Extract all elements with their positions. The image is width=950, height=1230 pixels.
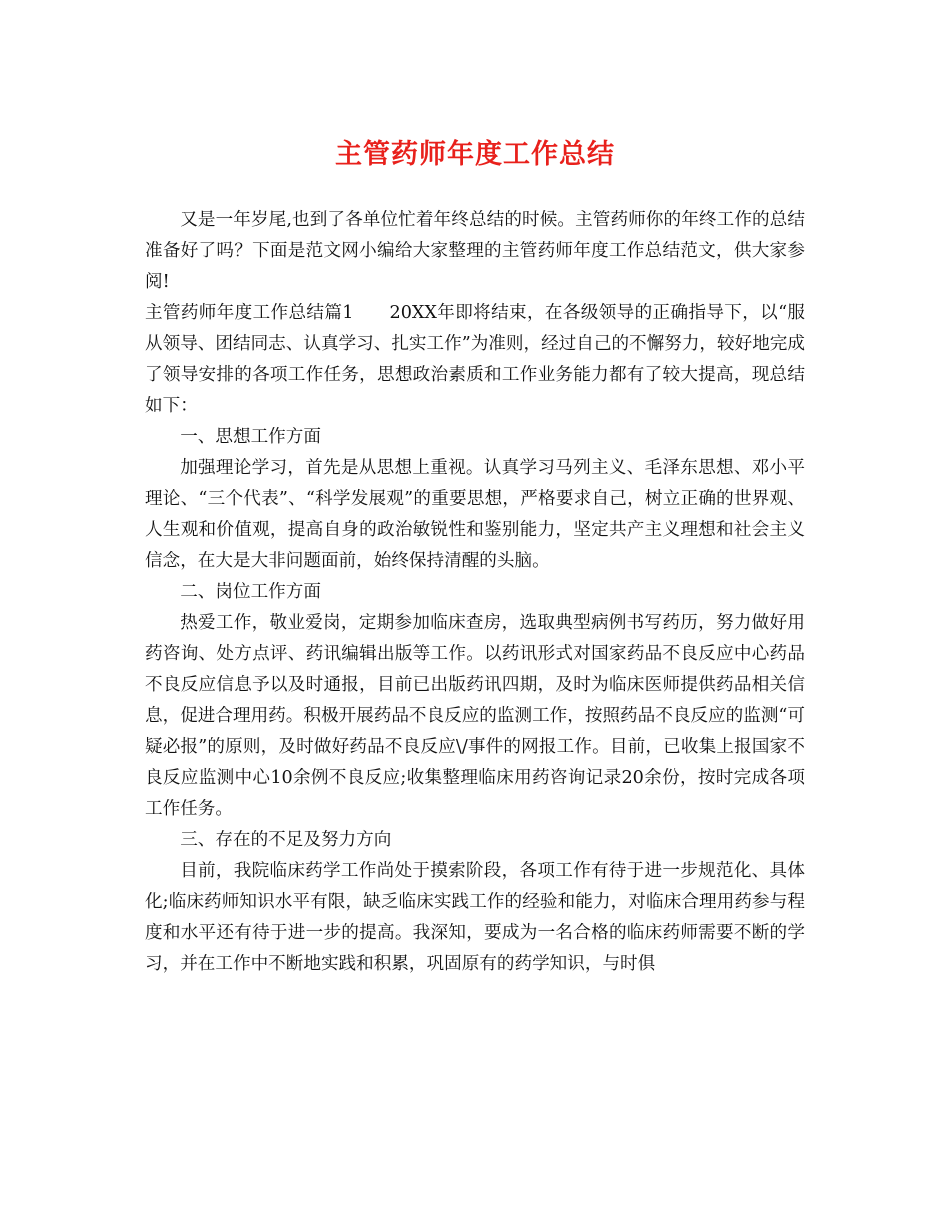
section3-heading: 三、存在的不足及努力方向 bbox=[180, 830, 392, 850]
intro-paragraph: 又是一年岁尾,也到了各单位忙着年终总结的时候。主管药师你的年终工作的总结准备好了吗？下面是范文网小编给大家整理的主管药师年度工作总结范文，供大家参阅! bbox=[145, 210, 805, 292]
section1-body: 加强理论学习，首先是从思想上重视。认真学习马列主义、毛泽东思想、邓小平理论、“三个代表”、“科学发展观”的重要思想，严格要求自己，树立正确的世界观、人生观和价值观，提高自身的政治敏锐性和鉴别能力，坚定共产主义理想和社会主义信念，在大是大非问题面前，始终保持清醒的头脑。 bbox=[145, 458, 805, 571]
section3-body: 目前，我院临床药学工作尚处于摸索阶段，各项工作有待于进一步规范化、具体化;临床药师知识水平有限，缺乏临床实践工作的经验和能力，对临床合理用药参与程度和水平还有待于进一步的提高。我深知，要成为一名合格的临床药师需要不断的学习，并在工作中不断地实践和积累，巩固原有的药学知识，与时俱 bbox=[145, 861, 805, 974]
article-label: 主管药师年度工作总结篇1 bbox=[145, 303, 354, 323]
document-body bbox=[145, 205, 805, 980]
section2-heading: 二、岗位工作方面 bbox=[180, 582, 321, 602]
section2-body: 热爱工作，敬业爱岗，定期参加临床查房，选取典型病例书写药历，努力做好用药咨询、处方点评、药讯编辑出版等工作。以药讯形式对国家药品不良反应中心药品不良反应信息予以及时通报，目前已出版药讯四期，及时为临床医师提供药品相关信息，促进合理用药。积极开展药品不良反应的监测工作，按照药品不良反应的监测“可疑必报”的原则，及时做好药品不良反应\/事件的网报工作。目前，已收集上报国家不良反应监测中心10余例不良反应;收集整理临床用药咨询记录20余份，按时完成各项工作任务。 bbox=[145, 613, 805, 819]
document-title: 主管药师年度工作总结 bbox=[335, 139, 615, 170]
article-opening-paragraph bbox=[145, 298, 805, 422]
section1-heading: 一、思想工作方面 bbox=[180, 427, 321, 447]
article-opening-text: 20XX年即将结束，在各级领导的正确指导下，以“服从领导、团结同志、认真学习、扎实工作”为准则，经过自己的不懈努力，较好地完成了领导安排的各项工作任务，思想政治素质和工作业务能力都有了较大提高，现总结如下： bbox=[145, 303, 805, 416]
